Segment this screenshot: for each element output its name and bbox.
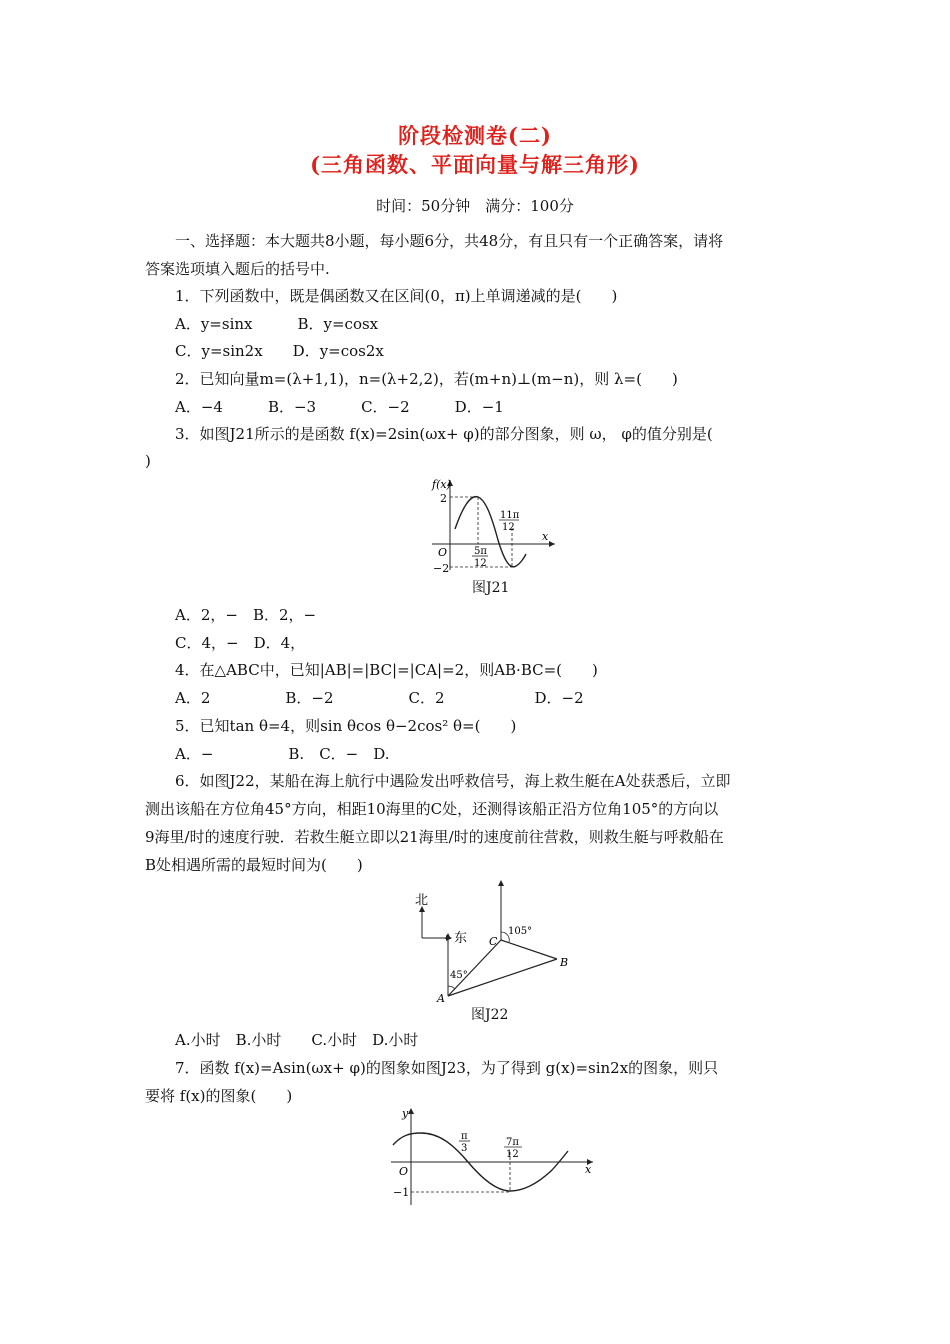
j21-tick-neg: −2 <box>433 562 450 574</box>
j23-mark2-num: 7π <box>506 1137 519 1148</box>
question-6-options: A.小时 B.小时 C.小时 D.小时 <box>175 1031 419 1049</box>
section-intro-line-2: 答案选项填入题后的括号中. <box>145 260 330 278</box>
j22-north-label: 北 <box>415 893 429 908</box>
question-7-line-1: 7．函数 f(x)=Asin(ωx+ φ)的图象如图J23，为了得到 g(x)=sin2x的图象，则只 <box>175 1059 719 1077</box>
question-1-options-cd: C．y=sin2x D．y=cos2x <box>175 342 384 360</box>
j22-angle-45: 45° <box>450 970 468 981</box>
exam-meta: 时间：50分钟 满分：100分 <box>376 197 574 215</box>
question-2: 2．已知向量m=(λ+1,1)，n=(λ+2,2)，若(m+n)⊥(m−n)，则 λ=( ) <box>175 370 678 388</box>
j23-origin: O <box>399 1165 409 1178</box>
figure-j22 <box>405 878 580 1003</box>
question-7-line-2: 要将 f(x)的图象( ) <box>145 1087 293 1105</box>
question-4-options: A．2 B．−2 C．2 D．−2 <box>175 689 584 707</box>
j23-mark1-num: π <box>461 1131 468 1142</box>
page-subtitle: (三角函数、平面向量与解三角形) <box>310 152 640 177</box>
question-6-line-4: B处相遇所需的最短时间为( ) <box>145 856 363 874</box>
page-title: 阶段检测卷(二) <box>398 123 552 148</box>
j22-east-label: 东 <box>454 931 468 946</box>
question-5: 5．已知tan θ=4，则sin θcos θ−2cos² θ=( ) <box>175 717 517 735</box>
j21-tick-pos: 2 <box>440 492 447 505</box>
j21-mark2-num: 11π <box>500 510 520 521</box>
question-3-options-cd: C．4，− D．4， <box>175 634 306 652</box>
question-5-options: A．− B. C．− D. <box>175 745 390 763</box>
j21-mark1-den: 12 <box>474 558 487 569</box>
j21-mark2-den: 12 <box>502 522 515 533</box>
question-3-line-2: ) <box>145 452 151 470</box>
j23-y-label: y <box>402 1107 409 1120</box>
figure-j22-caption: 图J22 <box>471 1007 509 1023</box>
j23-mark1-den: 3 <box>461 1143 468 1154</box>
j23-mark2-den: 12 <box>506 1149 519 1160</box>
j22-angle-105: 105° <box>508 926 533 937</box>
question-6-line-1: 6．如图J22，某船在海上航行中遇险发出呼救信号，海上救生艇在A处获悉后，立即 <box>175 772 731 790</box>
j23-tick-neg: −1 <box>393 1186 410 1199</box>
question-3-options-ab: A．2，− B．2，− <box>175 606 317 624</box>
question-4: 4．在△ABC中，已知|AB|=|BC|=|CA|=2，则AB·BC=( ) <box>175 661 598 679</box>
j21-x-label: x <box>542 530 549 543</box>
question-6-line-3: 9海里/时的速度行驶．若救生艇立即以21海里/时的速度前往营救，则救生艇与呼救船在 <box>145 828 724 846</box>
section-intro-line-1: 一、选择题：本大题共8小题，每小题6分，共48分，有且只有一个正确答案，请将 <box>175 232 724 250</box>
j23-x-label: x <box>585 1163 592 1176</box>
question-1-options-ab: A．y=sinx B．y=cosx <box>175 315 379 333</box>
j21-origin: O <box>438 546 448 559</box>
question-2-options: A．−4 B．−3 C．−2 D．−1 <box>175 398 504 416</box>
figure-j23 <box>388 1105 598 1210</box>
figure-j21 <box>420 474 560 574</box>
question-1: 1．下列函数中，既是偶函数又在区间(0，π)上单调递减的是( ) <box>175 287 618 305</box>
j21-mark1-num: 5π <box>474 546 487 557</box>
j22-point-a: A <box>437 992 445 1003</box>
question-6-line-2: 测出该船在方位角45°方向，相距10海里的C处，还测得该船正沿方位角105°的方向以 <box>145 800 719 818</box>
question-3-line-1: 3．如图J21所示的是函数 f(x)=2sin(ωx+ φ)的部分图象，则 ω， φ的值分别是( <box>175 425 713 443</box>
j22-point-b: B <box>560 956 569 969</box>
j21-y-label: f(x) <box>432 478 451 491</box>
figure-j21-caption: 图J21 <box>472 580 510 596</box>
j22-point-c: C <box>489 935 498 948</box>
